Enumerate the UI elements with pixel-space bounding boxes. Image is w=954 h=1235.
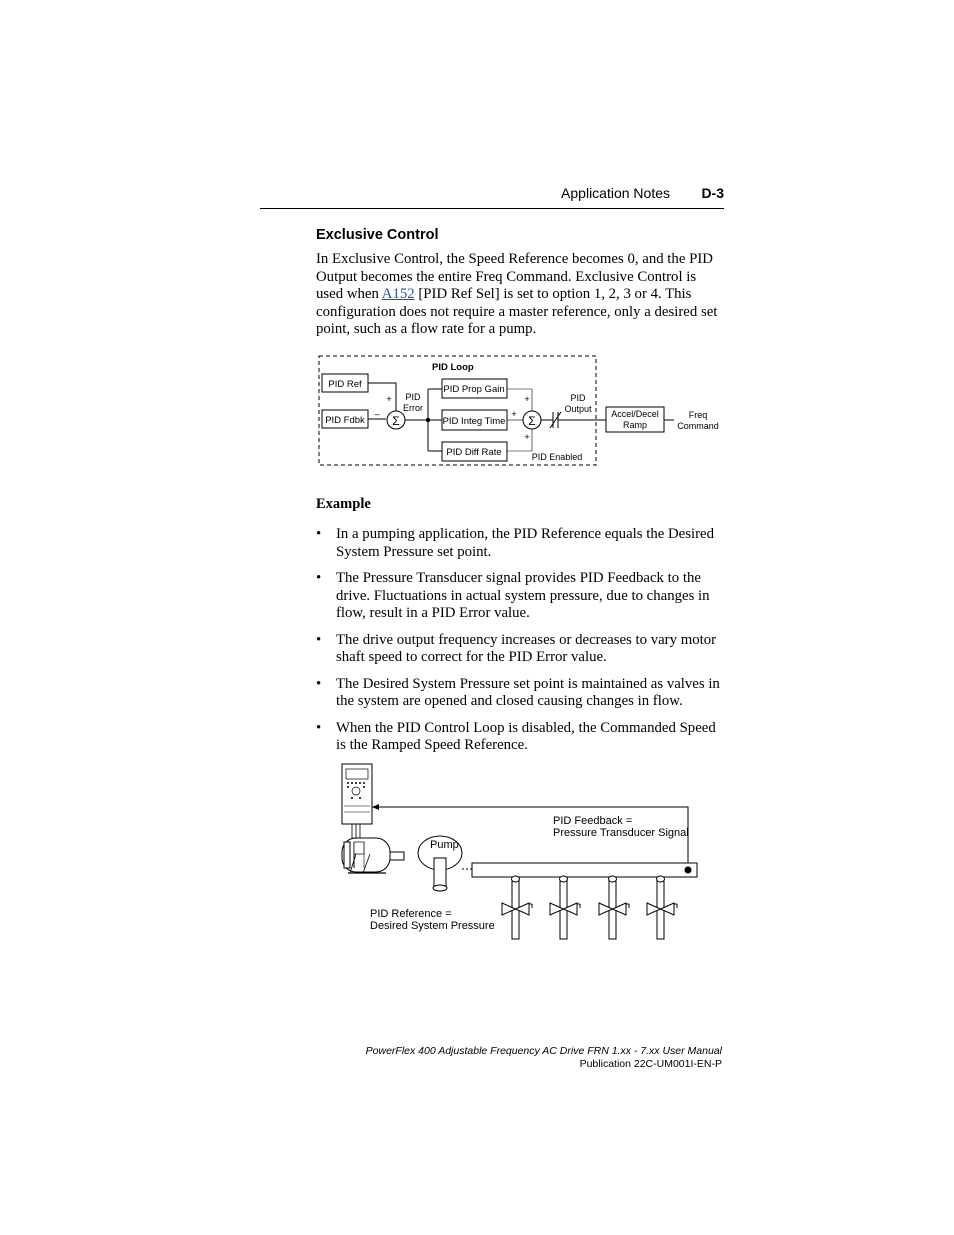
valve-icon bbox=[599, 876, 629, 939]
valve-icon bbox=[550, 876, 580, 939]
pid-feedback-label-2: Pressure Transducer Signal bbox=[553, 827, 689, 839]
bullet-text: The Desired System Pressure set point is maintained as valves in the system are opened and closed causing changes in flow. bbox=[336, 675, 720, 709]
bullet-dot: • bbox=[316, 526, 322, 542]
intro-text-end: [PID Ref Sel] is set to option 1, 2, 3 or 4. This configuration does not require a master reference, only a desired set point, such as a flow rate for a pump. bbox=[316, 286, 718, 337]
pump-label: Pump bbox=[430, 839, 459, 851]
list-item bbox=[316, 570, 726, 623]
pid-enabled-label: PID Enabled bbox=[531, 452, 583, 462]
list-item bbox=[316, 526, 726, 561]
pid-reference-label-1: PID Reference = bbox=[370, 908, 452, 920]
pid-loop-title: PID Loop bbox=[432, 362, 474, 373]
ramp-label-2: Ramp bbox=[622, 420, 648, 430]
sum2-plus-bottom: + bbox=[524, 432, 530, 443]
bullet-text: The Pressure Transducer signal provides PID Feedback to the drive. Fluctuations in actual system pressure, due to changes in flow, result in a PID Error value. bbox=[336, 570, 710, 621]
freq-command-label-1: Freq bbox=[688, 410, 708, 420]
intro-paragraph bbox=[316, 251, 726, 339]
bullet-text: The drive output frequency increases or decreases to vary motor shaft speed to correct for the PID Error value. bbox=[336, 631, 717, 665]
bullet-dot: • bbox=[316, 570, 322, 586]
parameter-link-a152[interactable]: A152 bbox=[381, 286, 415, 302]
pipe-icon bbox=[472, 863, 697, 877]
pid-feedback-label-1: PID Feedback = bbox=[553, 815, 633, 827]
list-item bbox=[316, 720, 726, 755]
bullet-dot: • bbox=[316, 719, 322, 736]
sum2-plus-left: + bbox=[511, 409, 517, 420]
pid-prop-gain-label: PID Prop Gain bbox=[443, 384, 505, 395]
ramp-label-1: Accel/Decel bbox=[611, 409, 659, 419]
valve-icon bbox=[502, 876, 532, 939]
section-title: Exclusive Control bbox=[316, 227, 439, 243]
list-item bbox=[316, 676, 726, 711]
sum1-plus: + bbox=[386, 394, 392, 405]
pid-integ-time-label: PID Integ Time bbox=[442, 416, 506, 427]
sum2-plus-top: + bbox=[524, 394, 530, 405]
pid-error-label-2: Error bbox=[403, 403, 423, 413]
pump-system-diagram bbox=[330, 758, 710, 948]
pid-output-label-1: PID bbox=[570, 393, 586, 403]
header-section-title: Application Notes bbox=[561, 185, 670, 201]
bullet-text: In a pumping application, the PID Reference equals the Desired System Pressure set point. bbox=[336, 526, 715, 560]
pressure-transducer-icon bbox=[685, 867, 692, 874]
pid-fdbk-label: PID Fdbk bbox=[325, 415, 365, 426]
motor-icon bbox=[342, 838, 404, 873]
bullet-dot: • bbox=[316, 631, 322, 648]
pid-reference-label-2: Desired System Pressure bbox=[370, 920, 495, 932]
valve-icon bbox=[647, 876, 677, 939]
pid-output-label-2: Output bbox=[564, 404, 592, 414]
pid-loop-diagram bbox=[310, 348, 730, 473]
pid-ref-line bbox=[368, 383, 396, 411]
pid-diff-rate-label: PID Diff Rate bbox=[446, 447, 502, 458]
freq-command-label-2: Command bbox=[677, 421, 719, 431]
bullet-dot: • bbox=[316, 675, 322, 692]
list-item bbox=[316, 632, 726, 667]
pid-error-label-1: PID bbox=[405, 392, 421, 402]
bullet-text: When the PID Control Loop is disabled, the Commanded Speed is the Ramped Speed Reference. bbox=[336, 719, 716, 753]
sigma-symbol: Σ bbox=[392, 414, 400, 428]
footer-publication: Publication 22C-UM001I-EN-P bbox=[579, 1058, 722, 1070]
sum1-minus: – bbox=[374, 409, 380, 420]
pid-ref-label: PID Ref bbox=[328, 379, 362, 390]
example-bullet-list bbox=[316, 526, 726, 764]
header-page-number: D-3 bbox=[701, 185, 724, 201]
sigma-symbol: Σ bbox=[528, 414, 536, 428]
drive-icon bbox=[342, 764, 372, 824]
header-rule bbox=[260, 208, 724, 209]
feedback-arrow-icon bbox=[372, 804, 379, 810]
footer-manual-title: PowerFlex 400 Adjustable Frequency AC Drive FRN 1.xx - 7.xx User Manual bbox=[365, 1045, 722, 1057]
intro-text-start: In Exclusive Control, the Speed Reference becomes 0, and the PID Output becomes the entire Freq Command. Exclusive Control is used when bbox=[316, 251, 713, 302]
example-title: Example bbox=[316, 496, 371, 512]
